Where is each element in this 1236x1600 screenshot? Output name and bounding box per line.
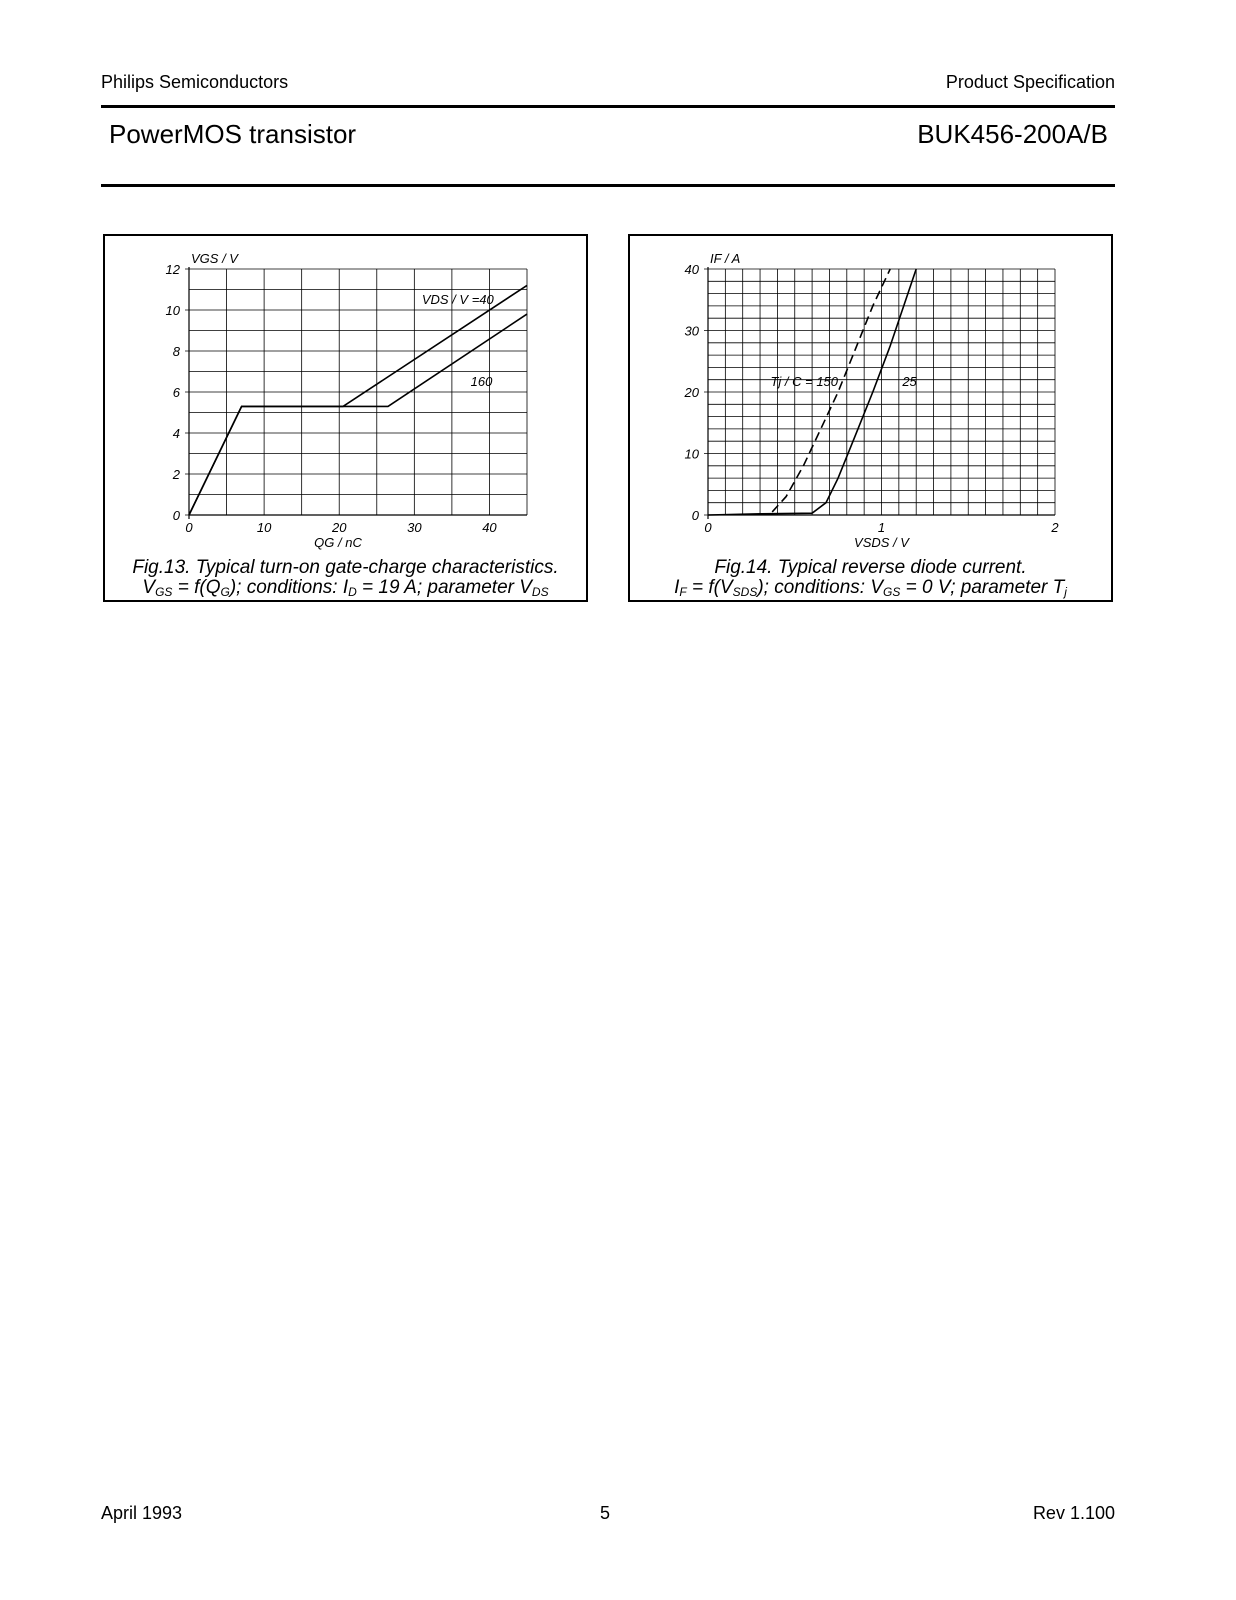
y-tick-label: 20 [684,385,699,400]
x-tick-label: 2 [1051,520,1059,535]
gate-charge-chart [105,236,586,600]
y-tick-label: 2 [172,467,180,482]
footer-page-number: 5 [600,1503,611,1523]
x-tick-label: 30 [407,520,422,535]
x-tick-label: 1 [877,520,886,535]
figure-14-box [628,234,1113,602]
header-rule-top [101,105,1115,108]
x-tick-label: 20 [331,520,347,535]
y-tick-label: 30 [684,323,699,339]
x-tick-label: 10 [256,520,272,535]
figure-14-caption-line1: Fig.14. Typical reverse diode current. [714,557,1027,578]
footer-date: April 1993 [101,1503,183,1523]
y-tick-label: 8 [172,344,180,359]
series-label-2: 160 [470,373,493,389]
x-axis-title: QG / nC [314,535,362,550]
footer-revision: Rev 1.100 [1032,1503,1115,1523]
y-tick-label: 0 [691,508,699,523]
x-tick-label: 0 [185,520,193,535]
y-tick-label: 4 [172,426,180,441]
series-line-1 [189,285,527,515]
series-label-2: 25 [902,373,917,389]
series-label-1: VDS / V =40 [421,291,494,307]
document-title: PowerMOS transistor [109,119,357,149]
reverse-diode-chart [630,236,1111,600]
y-tick-label: 10 [684,446,699,462]
y-axis-title: VGS / V [191,251,238,266]
figure-13-caption-line2: $V_{GS} = f(Q_G)$; conditions: $I_D = 19$ A; parameter $V_{DS}$ [142,577,549,599]
y-axis-title: IF / A [710,251,741,266]
series-line-2 [189,314,527,515]
figure-13-caption-line1: Fig.13. Typical turn-on gate-charge characteristics. [132,557,559,578]
figure-14-caption-line2: $I_F = f(V_{SDS})$; conditions: $V_{GS} = 0$ V; parameter $T_j$ [674,577,1067,599]
series-line-1 [772,269,890,512]
figure-13-box [103,234,588,602]
x-tick-label: 0 [704,520,712,535]
series-label-1: Tj / C = 150 [770,373,839,389]
header-rule-bottom [101,184,1115,187]
y-tick-label: 0 [172,508,180,523]
x-tick-label: 40 [482,520,497,535]
y-tick-label: 40 [684,262,699,277]
header-company: Philips Semiconductors [101,72,289,92]
y-tick-label: 6 [172,385,180,400]
y-tick-label: 12 [165,262,180,277]
header-spec-type: Product Specification [945,72,1115,92]
x-axis-title: VSDS / V [854,535,909,550]
y-tick-label: 10 [165,303,180,318]
part-number: BUK456-200A/B [917,119,1108,149]
